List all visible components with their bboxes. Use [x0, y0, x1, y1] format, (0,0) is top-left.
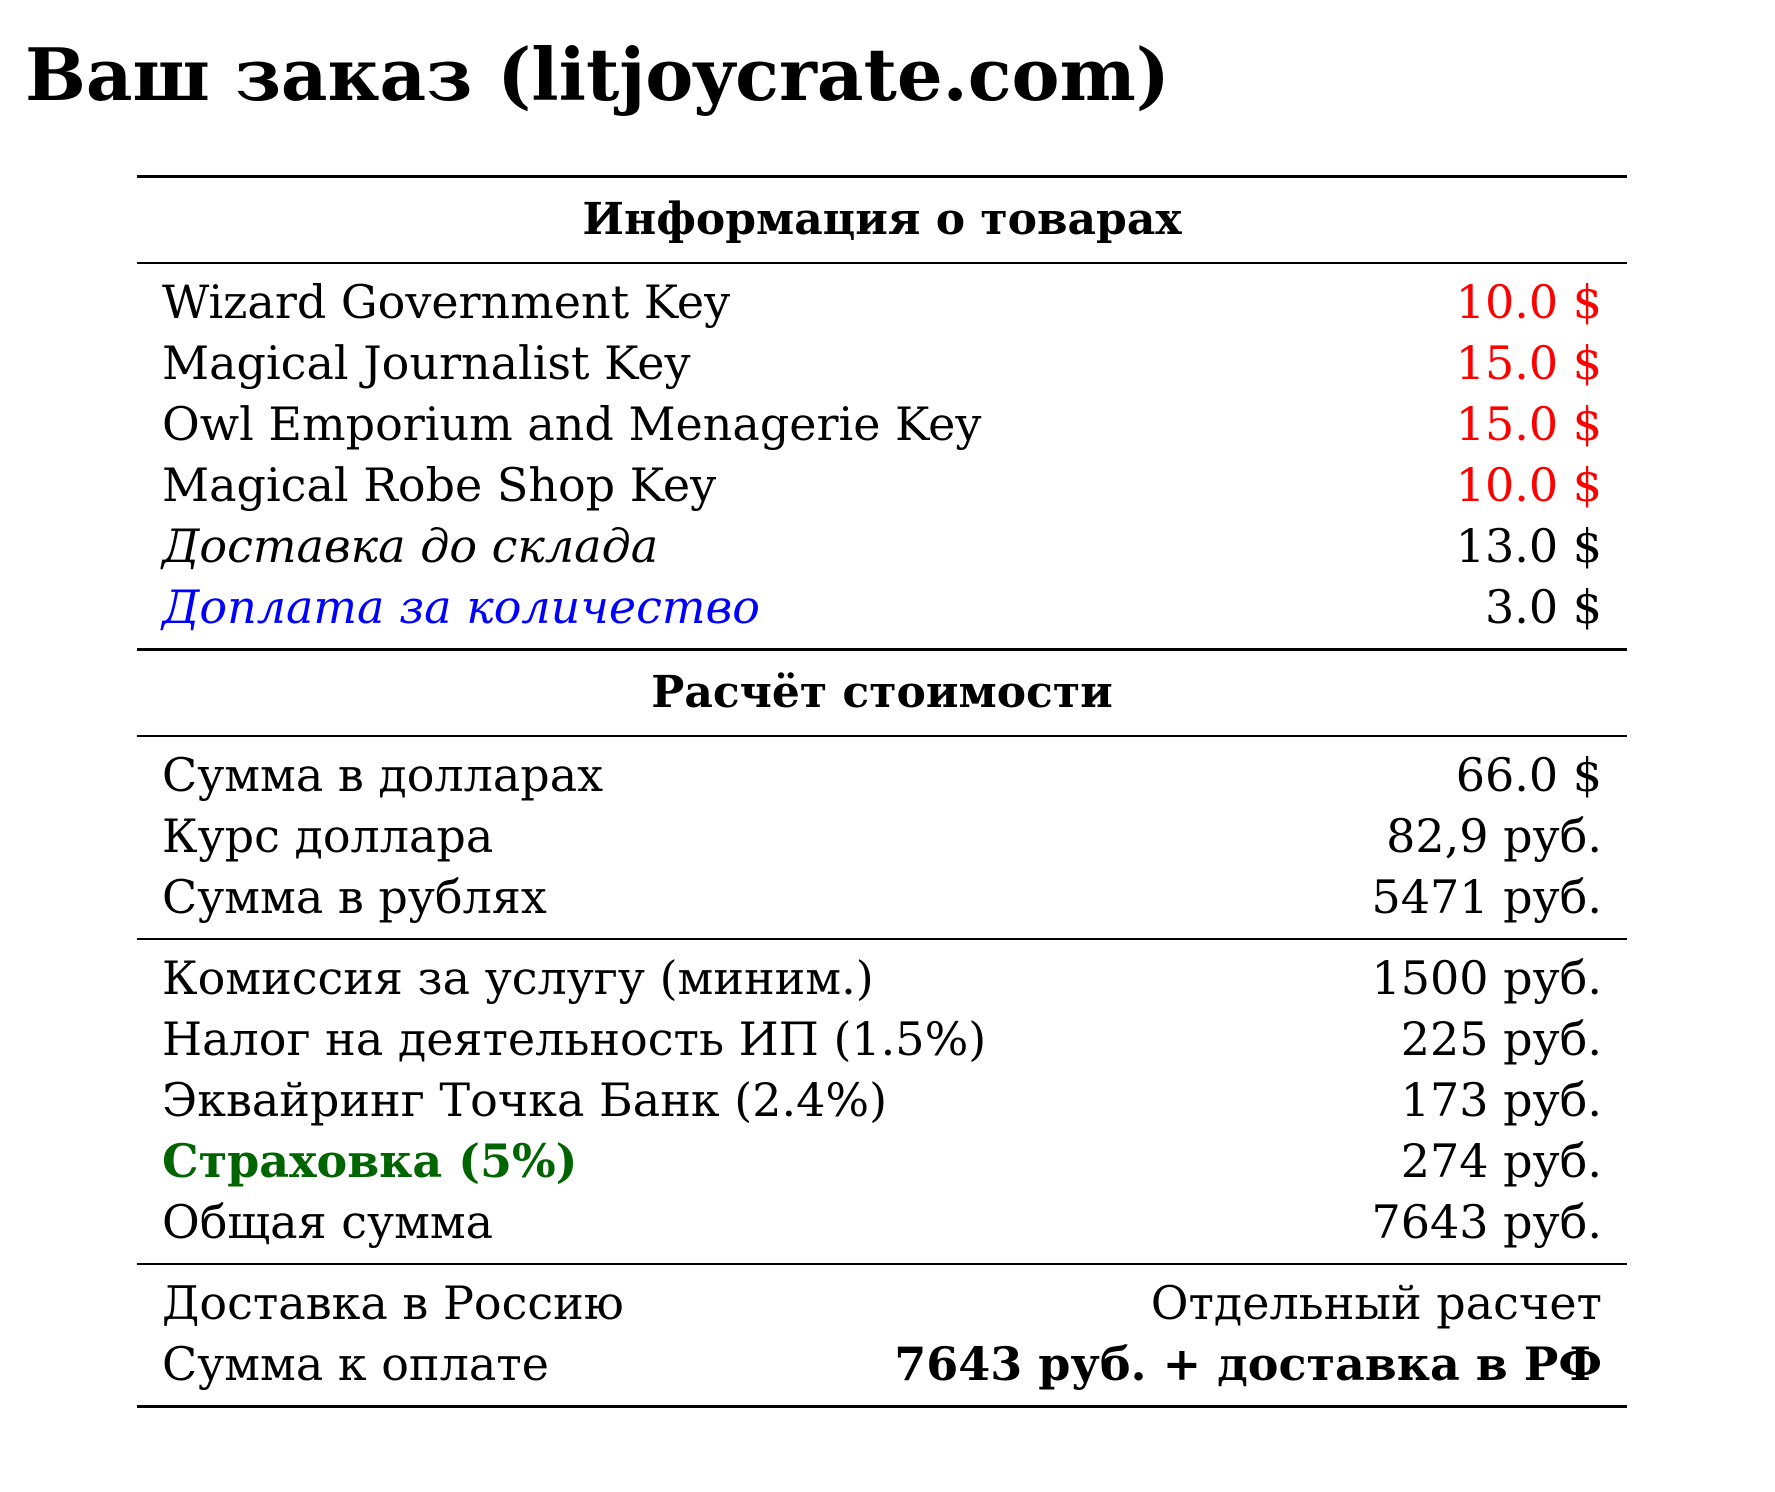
insurance-row [137, 1131, 1627, 1192]
item-name: Wizard Government Key [162, 275, 731, 329]
amount-due-row [137, 1334, 1627, 1395]
amount-due-label: Сумма к оплате [162, 1337, 549, 1391]
quantity-surcharge-value: 3.0 $ [1484, 580, 1602, 634]
usd-total-row [137, 745, 1627, 806]
item-row [137, 333, 1627, 394]
table-bottom-rule [137, 1405, 1627, 1408]
item-price: 10.0 $ [1455, 458, 1602, 512]
exchange-rate-row [137, 806, 1627, 867]
final-list [137, 1265, 1627, 1405]
tax-value: 225 руб. [1400, 1012, 1602, 1066]
acquiring-value: 173 руб. [1400, 1073, 1602, 1127]
usd-total-value: 66.0 $ [1455, 748, 1602, 802]
item-price: 15.0 $ [1455, 397, 1602, 451]
usd-total-label: Сумма в долларах [162, 748, 604, 802]
fees-list [137, 940, 1627, 1263]
items-list [137, 264, 1627, 648]
rub-total-label: Сумма в рублях [162, 870, 547, 924]
item-name: Magical Journalist Key [162, 336, 691, 390]
warehouse-shipping-row [137, 516, 1627, 577]
item-row [137, 272, 1627, 333]
russia-shipping-label: Доставка в Россию [162, 1276, 624, 1330]
insurance-value: 274 руб. [1400, 1134, 1602, 1188]
insurance-label: Страховка (5%) [162, 1134, 578, 1188]
calc-section-header: Расчёт стоимости [651, 667, 1113, 718]
exchange-rate-value: 82,9 руб. [1386, 809, 1602, 863]
items-section-header: Информация о товарах [582, 194, 1182, 245]
quantity-surcharge-row [137, 577, 1627, 638]
rub-total-value: 5471 руб. [1371, 870, 1602, 924]
item-price: 10.0 $ [1455, 275, 1602, 329]
conversion-list [137, 737, 1627, 938]
grand-total-value: 7643 руб. [1371, 1195, 1602, 1249]
grand-total-row [137, 1192, 1627, 1253]
service-fee-value: 1500 руб. [1371, 951, 1602, 1005]
service-fee-row [137, 948, 1627, 1009]
tax-row [137, 1009, 1627, 1070]
exchange-rate-label: Курс доллара [162, 809, 494, 863]
page-title: Ваш заказ (litjoycrate.com) [25, 32, 1170, 117]
order-summary-table [137, 175, 1627, 1408]
amount-due-value: 7643 руб. + доставка в РФ [894, 1337, 1602, 1391]
acquiring-label: Эквайринг Точка Банк (2.4%) [162, 1073, 888, 1127]
item-name: Magical Robe Shop Key [162, 458, 717, 512]
quantity-surcharge-label: Доплата за количество [162, 580, 760, 634]
acquiring-row [137, 1070, 1627, 1131]
item-name: Owl Emporium and Menagerie Key [162, 397, 982, 451]
grand-total-label: Общая сумма [162, 1195, 494, 1249]
russia-shipping-value: Отдельный расчет [1150, 1276, 1602, 1330]
rub-total-row [137, 867, 1627, 928]
item-row [137, 455, 1627, 516]
service-fee-label: Комиссия за услугу (миним.) [162, 951, 874, 1005]
russia-shipping-row [137, 1273, 1627, 1334]
warehouse-shipping-label: Доставка до склада [162, 519, 659, 573]
item-price: 15.0 $ [1455, 336, 1602, 390]
item-row [137, 394, 1627, 455]
tax-label: Налог на деятельность ИП (1.5%) [162, 1012, 987, 1066]
warehouse-shipping-value: 13.0 $ [1455, 519, 1602, 573]
